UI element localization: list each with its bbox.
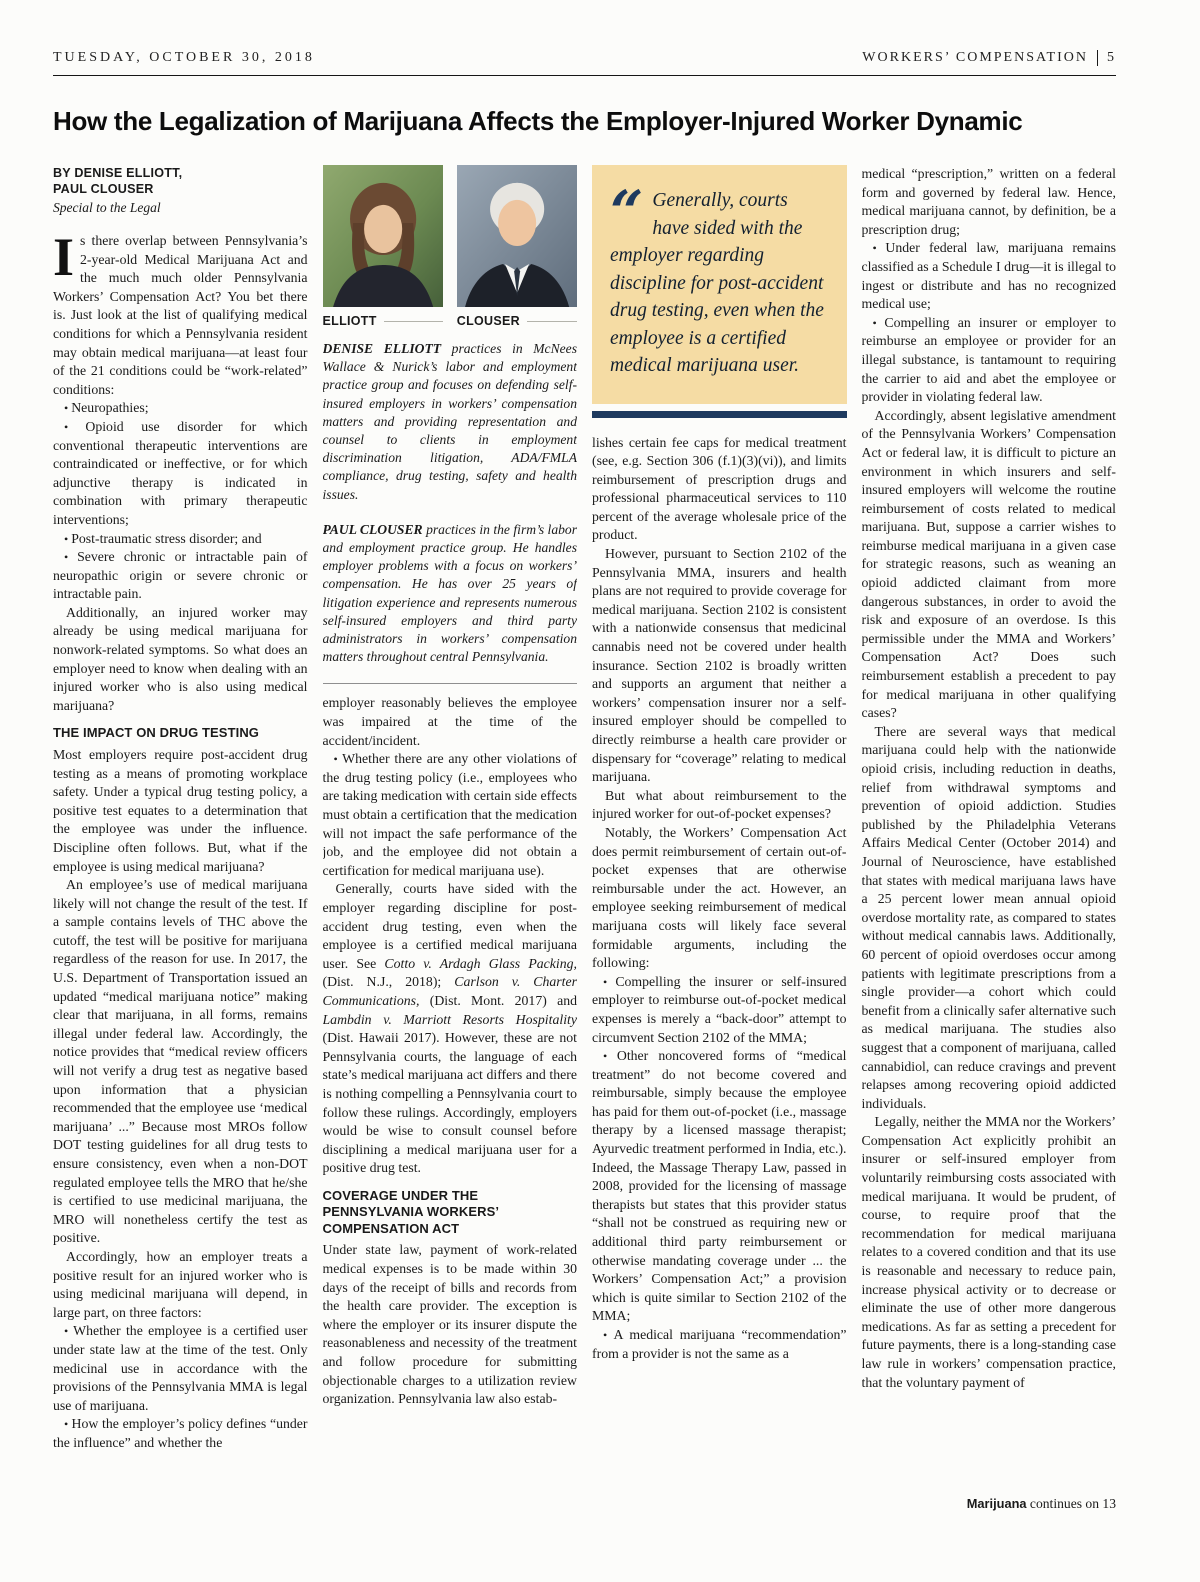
masthead-date: TUESDAY, OCTOBER 30, 2018 — [53, 50, 315, 65]
article-paragraph: medical “prescription,” written on a federal form and governed by federal law. Hence, medical marijuana cannot, by definition, be a prescription drug; — [861, 166, 1116, 237]
column-3 — [592, 165, 847, 1513]
article-paragraph: There are several ways that medical marijuana could help with the nationwide opioid crisis, including reduction in deaths, relief from withdrawal symptoms and prevention of opioid addiction. Studies published by the Philadelphia Veterans Affairs Medical Center (October 2014) and Journal of Neuroscience, have established that states with medical marijuana laws have a 25 percent lower mean annual opioid overdose mortality rate, as compared to states without medical cannabis laws. Additionally, 60 percent of opioid overdoses occur among patients with legitimate prescriptions from a single provider—a cohort which could benefit from a clinically safer alternative such as medical marijuana. The studies also suggest that a component of marijuana, called cannabidiol, can reduce cravings and prevent relapses among recovering opioid addicted individuals. — [861, 723, 1116, 1111]
bullet-icon: • — [603, 974, 616, 989]
column-4-text — [862, 165, 1117, 1392]
article-paragraph: lishes certain fee caps for medical treatment (see, e.g. Section 306 (f.1)(3)(vi)), and limits reimbursement of prescription drugs and professional pharmaceutical services to 110 percent of the average wholesale price of the product. — [592, 434, 847, 543]
article-paragraph: But what about reimbursement to the injured worker for out-of-pocket expenses? — [592, 787, 847, 822]
article-paragraph: However, pursuant to Section 2102 of the Pennsylvania MMA, insurers and health plans are not required to provide coverage for medical marijuana. Section 2102 is consistent with a nationwide consensus that medicinal cannabis need not be covered under health insurance. Section 2102 is broadly written and supports an argument that neither a workers’ compensation insurer nor a self-insured employer should be compelled to directly reimburse a health care provider or dispensary for “coverage” relating to medical marijuana. — [592, 546, 847, 785]
clouser-photo-label — [457, 314, 577, 328]
quote-mark-icon: “ — [610, 178, 644, 246]
masthead-divider — [1097, 50, 1098, 66]
clouser-photo — [457, 165, 577, 307]
column-1 — [53, 165, 308, 1513]
elliott-photo — [323, 165, 443, 307]
masthead-section: WORKERS’ COMPENSATION — [862, 50, 1088, 65]
column-2 — [323, 165, 578, 1513]
bullet-item: • Opioid use disorder for which conventional therapeutic interventions are contraindicated or ineffective, or for which adjunctive therapy is indicated in combination with primary therapeutic interventions; — [53, 418, 308, 527]
page-container — [53, 0, 1116, 1513]
byline-author-2: PAUL CLOUSER — [53, 182, 154, 196]
bullet-item: • Neuropathies; — [64, 400, 149, 416]
bullet-item: • Other noncovered forms of “medical treatment” do not become covered and reimbursable, simply because the employee has paid for them out-of-pocket (i.e., massage therapy by a licensed massage therapist; Ayurvedic treatment performed in India, etc.). Indeed, the Massage Therapy Law, passed in 2008, provided for the licensing of massage therapists but states that this provider status “shall not be construed as requiring new or additional third party reimbursement or otherwise mandating coverage under ... the Workers’ Compensation Act;” a provision which is quite similar to Section 2102 of the MMA; — [592, 1048, 847, 1324]
masthead-rule — [53, 75, 1116, 76]
bullet-icon: • — [333, 752, 343, 767]
continuation-notice — [957, 1496, 1116, 1512]
bullet-icon: • — [64, 531, 72, 546]
bullet-item: • Whether the employee is a certified user under state law at the time of the test. Only medicinal use in accordance with the provisions of the Pennsylvania MMA is legal use of marijuana. — [53, 1323, 308, 1413]
section-heading: THE IMPACT ON DRUG TESTING — [53, 725, 260, 741]
bullet-icon: • — [603, 1049, 617, 1064]
bullet-item: • Compelling an insurer or employer to reimburse an employee or provider for an illegal substance, is tantamount to requiring the carrier to aid and abet the employee or provider in violating federal law. — [861, 314, 1116, 405]
article-headline: How the Legalization of Marijuana Affects the Employer-Injured Worker Dynamic — [53, 106, 1023, 136]
elliott-portrait-image — [323, 165, 443, 307]
clouser-photo-label-text: CLOUSER — [456, 314, 520, 328]
column-2-text — [323, 340, 578, 1409]
photo-labels — [323, 314, 578, 328]
article-body — [53, 165, 1116, 1513]
bullet-item: • Under federal law, marijuana remains classified as a Schedule I drug—it is illegal to ingest or distribute and has no recognized medical use; — [861, 240, 1116, 312]
bullet-item: • Compelling the insurer or self-insured employer to reimburse out-of-pocket medical expenses is merely a “back-door” attempt to circumvent Section 2102 of the MMA; — [592, 973, 847, 1045]
masthead — [53, 0, 1116, 66]
bio-lead-name: PAUL CLOUSER — [322, 521, 423, 537]
article-paragraph: Generally, courts have sided with the employer regarding discipline for post-accident drug testing, even when the employee is a certified medical marijuana user. See Cotto v. Ardagh Glass Packing, (Dist. N.J., 2018); Carlson v. Charter Communications, (Dist. Mont. 2017) and Lambdin v. Marriott Resorts Hospitality (Dist. Hawaii 2017). However, these are not Pennsylvania courts, the language of each state’s medical marijuana act differs and there is nothing compelling a Pennsylvania court to follow these rulings. Accordingly, employers would be wise to consult counsel before disciplining a medical marijuana user for a positive drug test. — [322, 881, 577, 1176]
bullet-icon: • — [64, 401, 72, 416]
masthead-page-number: 5 — [1107, 50, 1116, 65]
article-paragraph: Is there overlap between Pennsylvania’s 2-year-old Medical Marijuana Act and the much much older Pennsylvania Workers’ Compensation Act? You bet there is. Just look at the list of qualifying medical conditions for which a Pennsylvania resident may obtain medical marijuana—at least four of the 21 conditions could be “work-related” conditions: — [53, 227, 308, 397]
bullet-item: • Post-traumatic stress disorder; and — [64, 530, 262, 546]
pull-quote-accent-bar — [592, 411, 847, 418]
continuation-article-name: Marijuana — [966, 1496, 1027, 1511]
masthead-right — [862, 50, 1116, 66]
column-1-text — [53, 227, 308, 1453]
divider-rule — [323, 683, 578, 684]
article-paragraph: Accordingly, how an employer treats a positive result for an injured worker who is using medicinal marijuana will depend, in large part, on three factors: — [53, 1248, 308, 1320]
article-paragraph: employer reasonably believes the employee was impaired at the time of the accident/incident. — [322, 695, 577, 748]
author-photos — [323, 165, 578, 307]
section-heading: COVERAGE UNDER THE PENNSYLVANIA WORKERS’ COMPENSATION ACT — [322, 1187, 499, 1236]
bullet-item: • Whether there are any other violations of the drug testing policy (i.e., employees who are taking medication with certain side effects must obtain a certification that the medication will not impact the safe performance of the job, and the employee did not obtain a certification for medical marijuana use). — [322, 751, 577, 878]
pull-quote — [592, 165, 847, 418]
pull-quote-text: Generally, courts have sided with the employer regarding discipline for post-accident drug testing, even when the employee is a certified medical marijuana user. — [610, 190, 824, 376]
article-paragraph: Under state law, payment of work-related medical expenses is to be made within 30 days of the receipt of bills and records from the health care provider. The exception is where the employer or its insurer dispute the reasonableness and necessity of the treatment and follow procedure for submitting objectionable charges to a utilization review organization. Pennsylvania law also estab- — [322, 1242, 577, 1407]
author-bio: DENISE ELLIOTT practices in McNees Wallace & Nurick’s labor and employment practice group and focuses on defending self-insured employers in workers’ compensation matters and providing representation and counsel to clients in employment discrimination litigation, ADA/FMLA compliance, drug testing, safety and health issues. — [322, 341, 577, 502]
bullet-icon: • — [64, 550, 78, 565]
bullet-item: • How the employer’s policy defines “under the influence” and whether the — [53, 1416, 308, 1450]
bullet-icon: • — [872, 315, 885, 330]
byline-tagline: Special to the Legal — [53, 200, 161, 215]
pull-quote-box — [592, 165, 847, 404]
bullet-icon: • — [872, 241, 886, 256]
bio-lead-name: DENISE ELLIOTT — [322, 341, 442, 356]
bullet-item: • A medical marijuana “recommendation” from a provider is not the same as a — [592, 1327, 847, 1361]
bullet-icon: • — [64, 1417, 72, 1432]
byline — [53, 165, 308, 216]
column-4 — [862, 165, 1117, 1513]
article-paragraph: Accordingly, absent legislative amendment of the Pennsylvania Workers’ Compensation Act or federal law, it is difficult to picture an environment in which insurers and self-insured employers will welcome the routine reimbursement of costs related to medical marijuana. But, suppose a carrier wishes to reimburse medical marijuana in a given case for strategic reasons, such as weaning an opioid addicted claimant from more dangerous substances, in order to avoid the risk and exposure of an overdose. Is this permissible under the MMA and Workers’ Compensation Act? Does such reimbursement establish a precedent to pay for medical marijuana in other qualifying cases? — [861, 407, 1116, 721]
bullet-icon: • — [64, 1324, 74, 1339]
article-paragraph: Notably, the Workers’ Compensation Act does permit reimbursement of certain out-of-pocket expenses that are otherwise reimbursable under the act. However, an employee seeking reimbursement of medical marijuana costs will likely face several formidable arguments, including the following: — [592, 824, 847, 971]
article-paragraph: An employee’s use of medical marijuana likely will not change the result of the test. If a sample contains levels of THC above the cutoff, the test will be positive for marijuana regardless of the reason for use. In 2017, the U.S. Department of Transportation issued an updated “medical marijuana notice” making clear that marijuana, in all forms, remains illegal under federal law. Accordingly, the notice provides that “medical review officers will not verify a drug test as negative based upon information that a physician recommended that the employee use ‘medical marijuana’ ...” Because most MROs follow DOT testing guidelines for all drug tests to ensure consistency, even when a non-DOT regulated employee tells the MRO that he/she is certified to use medicinal marijuana, the MRO will nonetheless certify the test as positive. — [53, 877, 308, 1246]
elliott-photo-label — [323, 314, 443, 328]
bullet-icon: • — [603, 1328, 614, 1342]
continuation-page-ref: continues on 13 — [1026, 1496, 1116, 1511]
byline-author-1: BY DENISE ELLIOTT, — [53, 166, 183, 180]
elliott-photo-label-text: ELLIOTT — [322, 314, 377, 328]
article-paragraph: Legally, neither the MMA nor the Workers’ Compensation Act explicitly prohibit an insurer or self-insured employer from voluntarily reimbursing costs associated with medical marijuana. It would be prudent, of course, to require proof that the recommendation for medical marijuana relates to a covered condition and that its use is reasonable and necessary to reduce pain, increase physical activity or to decrease or eliminate the use of other more dangerous medications. As far as setting a precedent for future payments, there is a long-standing case law rule in workers’ compensation practice, that the voluntary payment of — [861, 1114, 1116, 1390]
article-paragraph: Most employers require post-accident drug testing as a means of promoting workplace safety. Under a typical drug testing policy, a positive test equates to a determination that the employee was under the influence. Discipline often follows. But, what if the employee is using medical marijuana? — [53, 746, 308, 874]
author-bio: PAUL CLOUSER practices in the firm’s labor and employment practice group. He handles employer problems with a focus on workers’ compensation. He has over 25 years of litigation experience and represents numerous self-insured employers and third party administrators in workers’ compensation matters throughout central Pennsylvania. — [322, 521, 577, 665]
bullet-item: • Severe chronic or intractable pain of neuropathic origin or severe chronic or intractable pain. — [53, 549, 308, 602]
drop-cap: I — [53, 227, 75, 287]
bullet-icon: • — [64, 419, 86, 434]
column-3-text — [592, 434, 847, 1364]
article-paragraph: Additionally, an injured worker may already be using medical marijuana for nonwork-related symptoms. So what does an employer need to know when dealing with an injured worker who is also using medical marijuana? — [53, 604, 308, 713]
clouser-portrait-image — [457, 165, 577, 307]
